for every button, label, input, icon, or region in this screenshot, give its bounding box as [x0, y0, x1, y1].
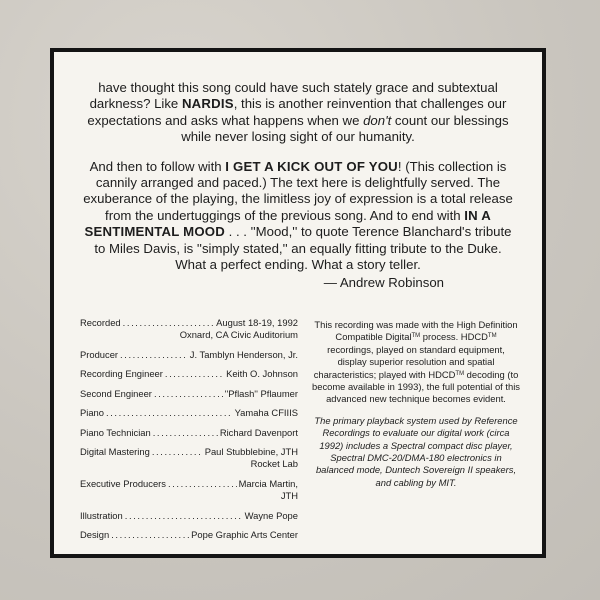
liner-notes-panel: [50, 48, 546, 558]
credit-label: Design: [80, 529, 110, 541]
review-paragraph-2: [82, 159, 514, 274]
leader-dots: [106, 407, 233, 419]
playback-system-note: The primary playback system used by Reference Recordings to evaluate our digital work (circa 1992) includes a Spectral compact disc player, Spectral DMC-20/DMA-180 electronics in balanced mode, Duntech Sovereign II speakers, and cabling by MIT.: [314, 414, 518, 488]
credit-value: Keith O. Johnson: [226, 368, 298, 380]
text-segment: decoding (to become available in 1993), the full potential of this advanced new technique becomes evident.: [312, 368, 520, 405]
credit-label: Recorded: [80, 317, 121, 328]
text-segment: IN A SENTIMENTAL MOOD: [84, 207, 491, 240]
leader-dots: [165, 368, 224, 380]
credit-label: Producer: [80, 348, 119, 360]
credit-value: Richard Davenport: [219, 426, 298, 438]
leader-dots: [153, 427, 218, 439]
text-segment: , this is another reinvention that challenges our expectations and asks what happens when we: [87, 96, 507, 128]
review-text: [82, 80, 514, 292]
credit-row: [80, 368, 298, 380]
text-segment: TM: [411, 333, 421, 340]
text-segment: count our blessings while never losing sight of our humanity.: [181, 112, 509, 145]
text-segment: have thought this song could have such stately grace and subtextual darkness? Like: [89, 80, 498, 112]
text-segment: This recording was made with the High Definition Compatible Digital: [314, 319, 518, 343]
credit-value: Paul Stubblebine, JTH: [204, 446, 298, 458]
credit-row: [80, 388, 298, 400]
text-segment: TM: [487, 333, 497, 340]
text-segment: process. HDCD: [420, 331, 488, 343]
text-segment: recordings, played on standard equipment, display superior resolution and spatial characteristics; played with HDCD: [313, 343, 505, 380]
credit-value: ''Pflash'' Pflaumer: [224, 387, 298, 399]
review-signature: — Andrew Robinson: [323, 275, 444, 291]
credit-row: [80, 407, 298, 419]
leader-dots: [111, 529, 189, 541]
review-paragraph-1: [82, 80, 514, 146]
credit-value: Wayne Pope: [244, 509, 298, 521]
credit-value: J. Tamblyn Henderson, Jr.: [189, 348, 298, 360]
text-segment: TM: [455, 370, 465, 377]
credit-row: [80, 446, 298, 470]
credit-label: Illustration: [80, 509, 123, 521]
credit-value: Yamaha CFIIIS: [234, 407, 298, 419]
text-segment: I GET A KICK OUT OF YOU: [225, 158, 398, 174]
credit-row: [80, 349, 298, 361]
text-segment: ! (This collection is cannily arranged and paced.) The text here is delightfully served. The exuberance of the playing, the limitless joy of expression is a total release from the undertuggings of the previous song. And to end with: [83, 158, 513, 223]
hdcd-note: [312, 319, 520, 406]
credit-value: Pope Graphic Arts Center: [191, 529, 298, 541]
leader-dots: [123, 317, 215, 329]
credit-label: Executive Producers: [80, 477, 166, 489]
text-segment: And then to follow with: [89, 158, 226, 174]
credit-value-continued: JTH: [280, 490, 298, 502]
technical-notes: [312, 319, 520, 498]
credit-value-continued: Rocket Lab: [250, 458, 298, 470]
credit-label: Piano: [80, 407, 104, 419]
leader-dots: [154, 388, 223, 400]
credit-value: Marcia Martin,: [238, 477, 298, 489]
credit-label: Piano Technician: [80, 426, 151, 438]
credit-row: [80, 529, 298, 541]
leader-dots: [125, 510, 243, 522]
credits-list: [80, 317, 298, 549]
leader-dots: [152, 446, 203, 458]
credit-row: [80, 317, 298, 341]
credit-label: Second Engineer: [80, 387, 152, 399]
credit-row: [80, 510, 298, 522]
credit-row: [80, 427, 298, 439]
credit-label: Recording Engineer: [80, 368, 163, 380]
credit-label: Digital Mastering: [80, 446, 150, 458]
credit-value: August 18-19, 1992: [216, 317, 298, 328]
leader-dots: [168, 478, 237, 490]
text-segment: don't: [363, 112, 392, 128]
credit-value-continued: Oxnard, CA Civic Auditorium: [179, 329, 298, 341]
text-segment: . . . ''Mood,'' to quote Terence Blanchard's tribute to Miles Davis, is ''simply stated,'' an equally fitting tribute to the Duke. What a perfect ending. What a story teller.: [94, 224, 512, 273]
leader-dots: [120, 349, 188, 361]
credit-row: [80, 478, 298, 502]
text-segment: NARDIS: [181, 96, 234, 112]
